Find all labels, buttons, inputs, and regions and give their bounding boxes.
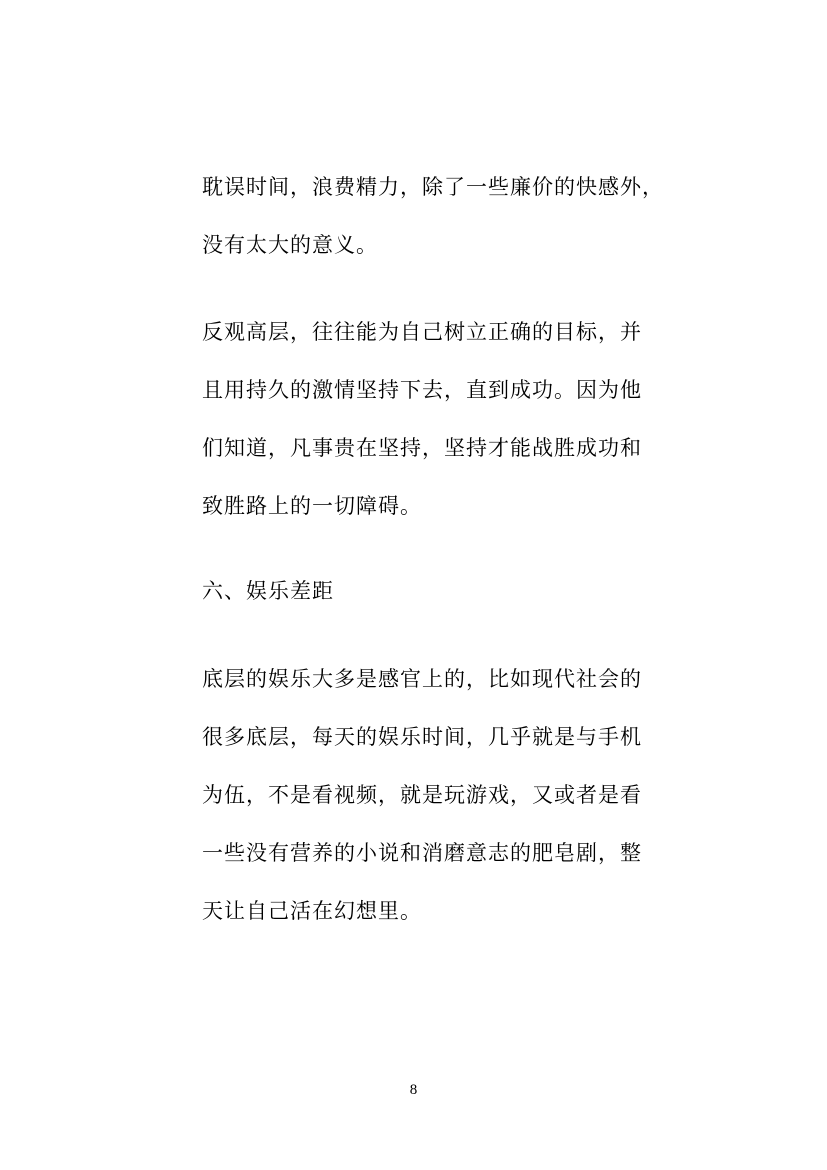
paragraph-line: 致胜路上的一切障碍。 (202, 494, 422, 518)
paragraph-line: 耽误时间，浪费精力，除了一些廉价的快感外， (202, 175, 664, 199)
paragraph-line: 很多底层，每天的娱乐时间，几乎就是与手机 (202, 725, 642, 749)
paragraph-line: 为伍，不是看视频，就是玩游戏，又或者是看 (202, 783, 642, 807)
section-heading: 六、娱乐差距 (202, 579, 334, 603)
paragraph-line: 们知道，凡事贵在坚持，坚持才能战胜成功和 (202, 436, 642, 460)
paragraph-line: 底层的娱乐大多是感官上的，比如现代社会的 (202, 667, 642, 691)
page-number: 8 (409, 1082, 418, 1098)
paragraph-line: 反观高层，往往能为自己树立正确的目标，并 (202, 320, 642, 344)
paragraph-line: 没有太大的意义。 (202, 233, 378, 257)
paragraph-line: 天让自己活在幻想里。 (202, 899, 422, 923)
paragraph-line: 且用持久的激情坚持下去，直到成功。因为他 (202, 378, 642, 402)
paragraph-line: 一些没有营养的小说和消磨意志的肥皂剧，整 (202, 841, 642, 865)
